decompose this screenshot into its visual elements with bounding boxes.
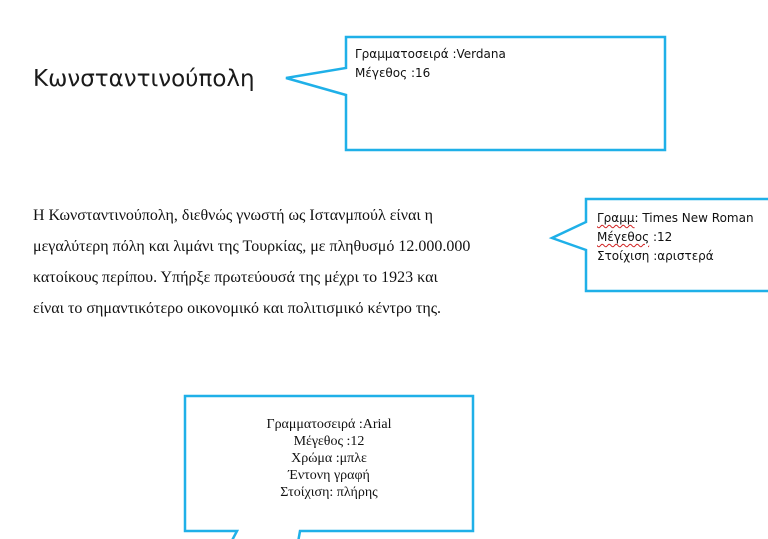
paragraph-line: μεγαλύτερη πόλη και λιμάνι της Τουρκίας, με πληθυσμό 12.000.000 <box>33 238 471 255</box>
paragraph-line: κατοίκους περίπου. Υπήρξε πρωτεύουσά της μέχρι το 1923 και <box>33 269 438 286</box>
callout-line: Γραμματοσειρά :Arial <box>266 417 392 432</box>
misspelled-word: Γραμμ <box>597 211 635 225</box>
callout-line: Στοίχιση: πλήρης <box>280 485 378 500</box>
misspelled-word: Μέγεθος <box>597 230 650 244</box>
document-title: Κωνσταντινούπολη <box>33 66 255 92</box>
paragraph-line: Η Κωνσταντινούπολη, διεθνώς γνωστή ως Ιστανμπούλ είναι η <box>33 207 434 224</box>
callout-line <box>597 209 768 228</box>
callout-line-rest: :12 <box>649 230 673 244</box>
callout-line: Στοίχιση :αριστερά <box>597 249 714 263</box>
callout-line: Μέγεθος :12 <box>293 434 365 449</box>
callout-title-text <box>355 45 506 83</box>
callout-line <box>597 228 768 247</box>
paragraph-line: είναι το σημαντικότερο οικονομικό και πολιτισμικό κέντρο της. <box>33 300 442 317</box>
callout-line: Μέγεθος :16 <box>355 66 431 80</box>
callout-paragraph-text <box>597 209 768 266</box>
callout-line: Γραμματοσειρά :Verdana <box>355 47 506 61</box>
callout-line: Έντονη γραφή <box>288 468 370 483</box>
callout-bottom-text <box>185 416 473 501</box>
callout-line: Χρώμα :μπλε <box>291 451 367 466</box>
callout-line-rest: : Times New Roman <box>634 211 754 225</box>
